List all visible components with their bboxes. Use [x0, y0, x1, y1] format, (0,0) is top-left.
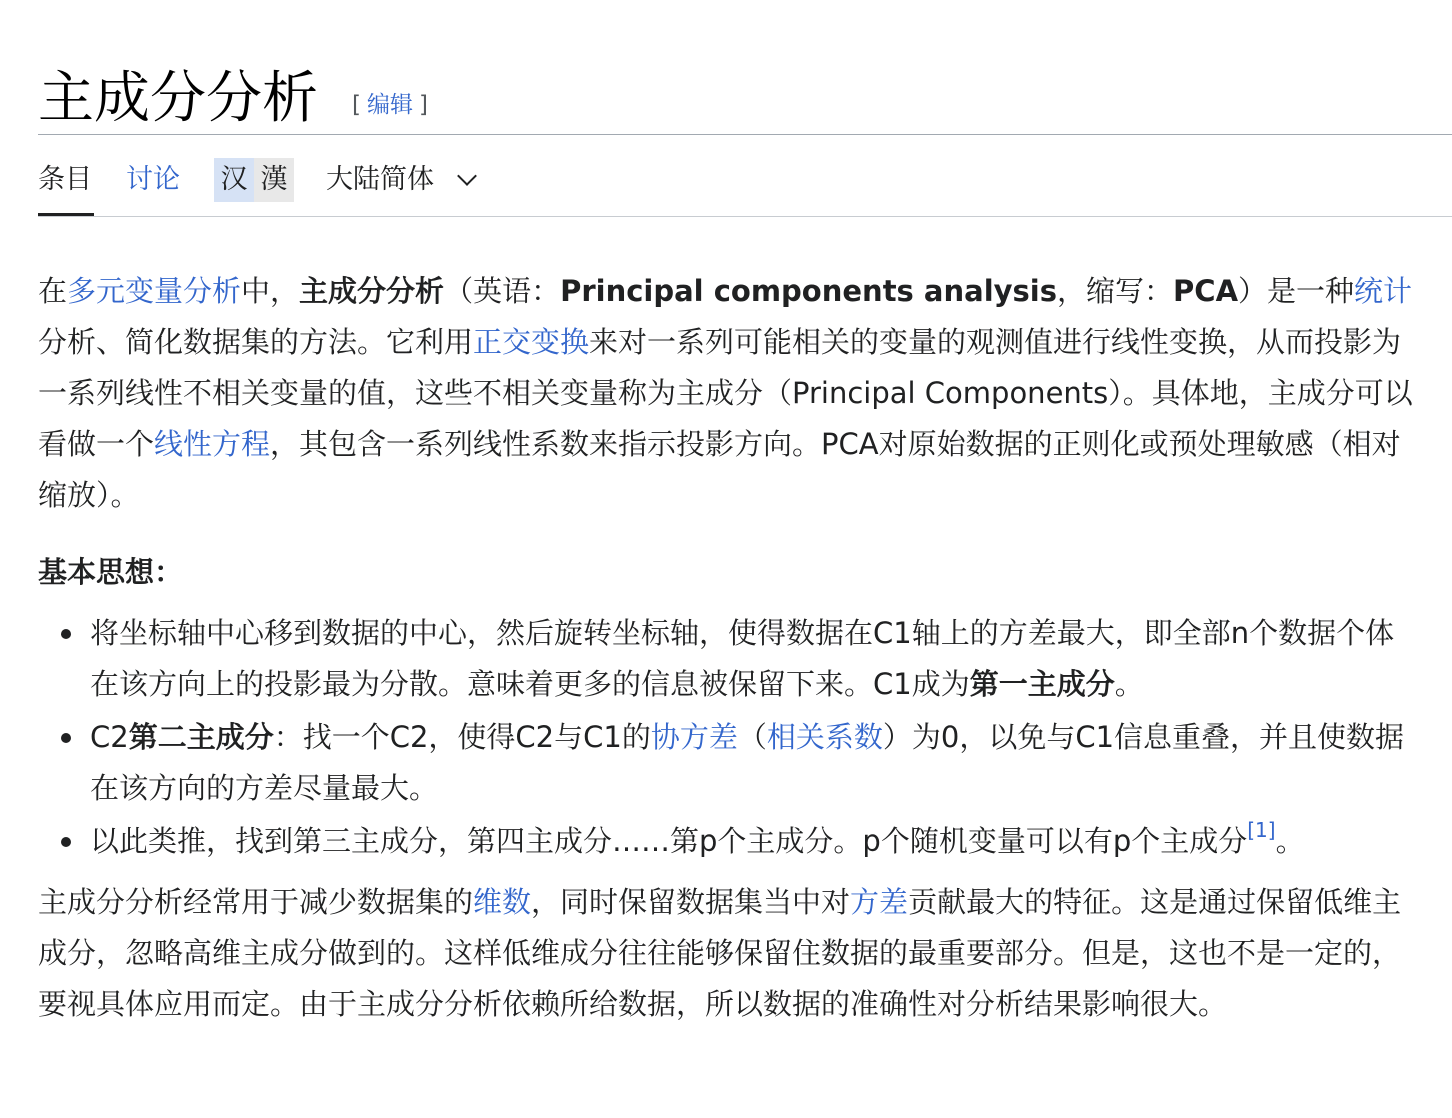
- chevron-down-icon: [457, 166, 477, 186]
- edit-section: [352, 90, 428, 120]
- language-variant-dropdown[interactable]: [326, 162, 474, 198]
- text: 主成分分析经常用于减少数据集的: [38, 885, 474, 919]
- text: ）为0，以免与C1信息重叠，并且使数据在该方向的方差尽量最大。: [90, 720, 1405, 805]
- script-variant-toggle: [214, 158, 294, 202]
- tab-talk[interactable]: 讨论: [126, 164, 180, 195]
- link-variance[interactable]: 方差: [850, 885, 909, 919]
- link-covariance[interactable]: 协方差: [650, 720, 738, 754]
- link-dimension[interactable]: 维数: [473, 885, 532, 919]
- basic-idea-heading: 基本思想：: [38, 555, 184, 589]
- variant-simplified-button[interactable]: 汉: [214, 158, 254, 202]
- edit-link[interactable]: 编辑: [366, 92, 413, 118]
- list-item: [38, 712, 1418, 814]
- edit-bracket-open: [: [352, 92, 361, 118]
- list-item: [38, 816, 1418, 867]
- bold-term-pca: 主成分分析: [299, 274, 445, 308]
- tab-article[interactable]: 条目: [38, 164, 92, 195]
- language-variant-label: 大陆简体: [326, 164, 434, 195]
- text: 来对一系列可能相关的变量的观测值进行线性变换，从而投影为一系列线性不相关变量的值，这些不相关变量称为主成分（Principal Components）。具体地，主成分可以看做一个: [38, 325, 1413, 461]
- basic-idea-list: [38, 608, 1418, 867]
- text: C2: [90, 720, 129, 754]
- text: 贡献最大的特征。这是通过保留低维主成分，忽略高维主成分做到的。这样低维成分往往能够保留住数据的最重要部分。但是，这也不是一定的，要视具体应用而定。由于主成分分析依赖所给数据，所以数据的准确性对分析结果影响很大。: [38, 885, 1402, 1021]
- list-item: [38, 608, 1418, 710]
- text: 。: [1114, 667, 1144, 701]
- intro-paragraph: [38, 266, 1418, 521]
- edit-bracket-close: ]: [418, 92, 428, 118]
- text: ，同时保留数据集当中对: [531, 885, 851, 919]
- text: （英语：: [444, 274, 561, 308]
- text: （: [737, 720, 767, 754]
- link-linear-equation[interactable]: 线性方程: [154, 427, 271, 461]
- text: ，缩写：: [1057, 274, 1174, 308]
- link-multivariate-analysis[interactable]: 多元变量分析: [67, 274, 242, 308]
- bullet-icon: [61, 733, 71, 743]
- article-content: [38, 266, 1418, 1030]
- variant-traditional-button[interactable]: 漢: [254, 158, 294, 202]
- text: 。: [1275, 824, 1305, 858]
- text: 在: [38, 274, 68, 308]
- text: ：找一个C2，使得C2与C1的: [273, 720, 651, 754]
- bold-second-component: 第二主成分: [128, 720, 274, 754]
- link-orthogonal-transform[interactable]: 正交变换: [473, 325, 590, 359]
- text: ，其包含一系列线性系数来指示投影方向。PCA对原始数据的正则化或预处理敏感（相对缩放）。: [38, 427, 1401, 512]
- title-bar: [38, 60, 1452, 135]
- text: 将坐标轴中心移到数据的中心，然后旋转坐标轴，使得数据在C1轴上的方差最大，即全部n个数据个体在该方向上的投影最为分散。意味着更多的信息被保留下来。C1成为: [90, 616, 1395, 701]
- bold-abbreviation: PCA: [1173, 274, 1239, 308]
- reference-link-1[interactable]: [1]: [1247, 818, 1276, 842]
- link-correlation-coefficient[interactable]: 相关系数: [766, 720, 883, 754]
- link-statistics[interactable]: 统计: [1354, 274, 1413, 308]
- page-title: 主成分分析: [38, 66, 318, 131]
- text: ）是一种: [1238, 274, 1355, 308]
- text: 分析、简化数据集的方法。它利用: [38, 325, 474, 359]
- bullet-icon: [61, 837, 71, 847]
- page-tabs: [38, 150, 1452, 217]
- bold-first-component: 第一主成分: [969, 667, 1115, 701]
- bold-english-name: Principal components analysis: [560, 274, 1058, 308]
- text: 以此类推，找到第三主成分，第四主成分……第p个主成分。p个随机变量可以有p个主成分: [90, 824, 1248, 858]
- bullet-icon: [61, 629, 71, 639]
- active-tab-indicator: [38, 213, 94, 216]
- usage-paragraph: [38, 877, 1418, 1030]
- text: 中，: [241, 274, 300, 308]
